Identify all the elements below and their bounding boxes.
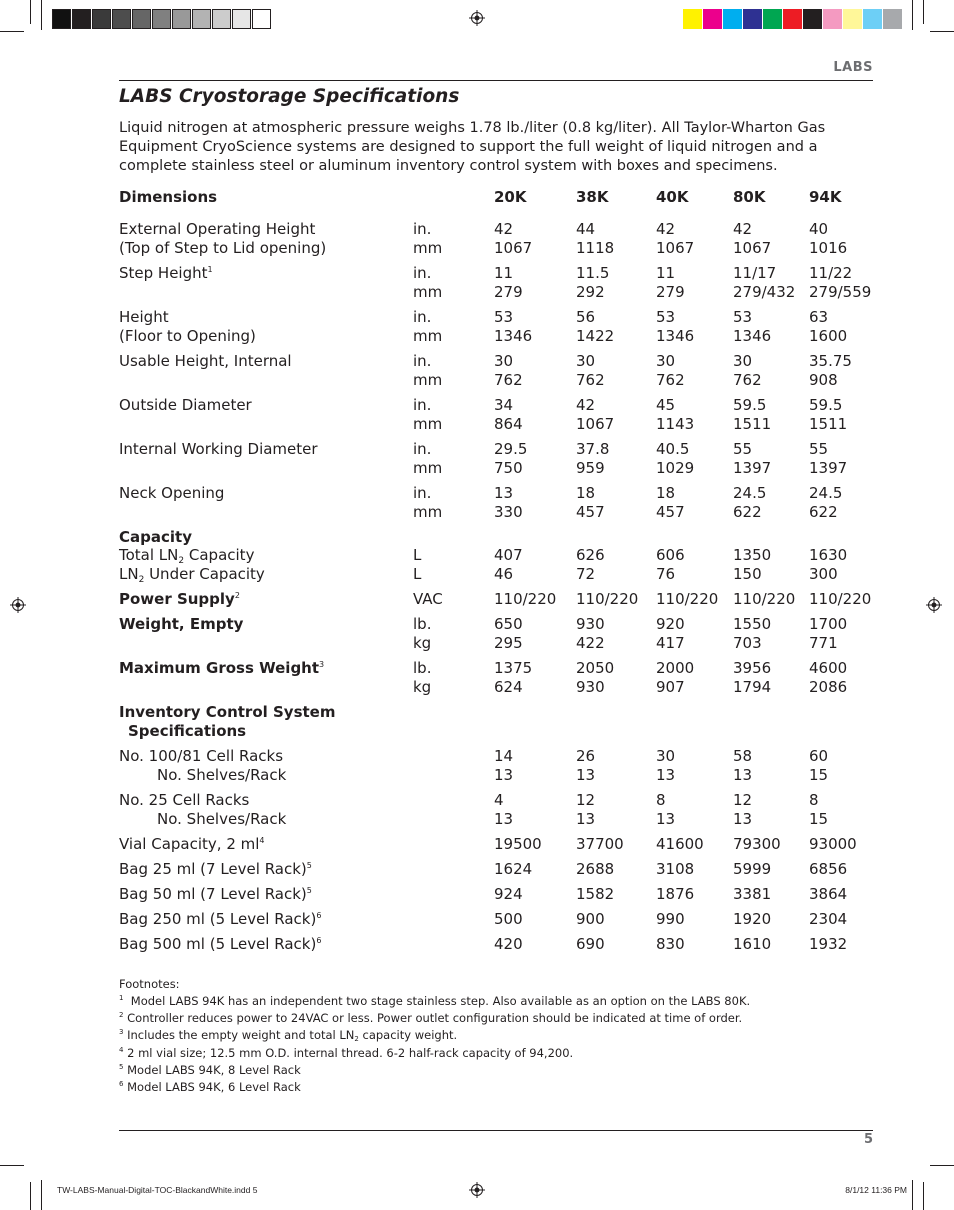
cell: 1550 <box>733 615 772 633</box>
row-label <box>119 860 312 879</box>
cell: 1067 <box>733 239 772 257</box>
unit: in. <box>413 308 432 326</box>
subscript: 2 <box>354 1035 359 1043</box>
footnote-text: 2 ml vial size; 12.5 mm O.D. internal thread. 6-2 half-rack capacity of 94,200. <box>123 1046 574 1060</box>
row-label-text: LN <box>119 565 139 583</box>
cell: 37.8 <box>576 440 610 458</box>
cell: 2000 <box>656 659 695 677</box>
cell: 79300 <box>733 835 781 853</box>
subscript: 2 <box>178 556 185 566</box>
unit: kg <box>413 634 432 652</box>
cell: 76 <box>656 565 676 583</box>
footnote-ref: 5 <box>306 861 312 870</box>
cell: 72 <box>576 565 596 583</box>
crop-mark <box>912 0 913 30</box>
cell: 622 <box>733 503 762 521</box>
cell: 279/432 <box>733 283 796 301</box>
cell: 42 <box>494 220 514 238</box>
cell: 920 <box>656 615 685 633</box>
slug-filename: TW-LABS-Manual-Digital-TOC-BlackandWhite.indd 5 <box>57 1185 258 1195</box>
cell: 1582 <box>576 885 615 903</box>
footnote-text: Controller reduces power to 24VAC or less. Power outlet configuration should be indicated at time of order. <box>123 1011 743 1025</box>
row-label-text: Vial Capacity, 2 ml <box>119 835 260 853</box>
row-sublabel: No. Shelves/Rack <box>157 766 287 784</box>
cell: 1346 <box>494 327 533 345</box>
row-label: External Operating Height <box>119 220 316 238</box>
section-heading: Capacity <box>119 528 192 546</box>
cell: 930 <box>576 678 605 696</box>
cell: 500 <box>494 910 523 928</box>
unit: lb. <box>413 615 432 633</box>
cell: 26 <box>576 747 596 765</box>
cell: 110/220 <box>576 590 639 608</box>
cell: 1630 <box>809 546 848 564</box>
footnote-number: 6 <box>119 1080 124 1088</box>
cell: 5999 <box>733 860 772 878</box>
row-label-text: Maximum Gross Weight <box>119 659 320 677</box>
cell: 63 <box>809 308 829 326</box>
footnote-text: Includes the empty weight and total LN <box>123 1028 355 1042</box>
cell: 110/220 <box>733 590 796 608</box>
row-label-text: Bag 50 ml (7 Level Rack) <box>119 885 307 903</box>
footnote-ref: 3 <box>319 660 325 669</box>
cell: 417 <box>656 634 685 652</box>
color-swatch <box>743 9 762 29</box>
footnote-number: 2 <box>119 1011 124 1019</box>
footnote-number: 5 <box>119 1063 124 1071</box>
row-label <box>119 885 312 904</box>
cell: 11.5 <box>576 264 610 282</box>
section-heading: Inventory Control System <box>119 703 336 721</box>
unit: mm <box>413 415 443 433</box>
slug-timestamp: 8/1/12 11:36 PM <box>845 1185 907 1195</box>
gray-swatch <box>72 9 91 29</box>
cell: 1876 <box>656 885 695 903</box>
cell: 4 <box>494 791 504 809</box>
row-label: No. 100/81 Cell Racks <box>119 747 284 765</box>
cell: 42 <box>656 220 676 238</box>
cell: 55 <box>733 440 753 458</box>
cell: 13 <box>494 766 514 784</box>
row-label-text: Bag 250 ml (5 Level Rack) <box>119 910 317 928</box>
row-sublabel: (Floor to Opening) <box>119 327 256 345</box>
color-swatch <box>863 9 882 29</box>
footnote-ref: 5 <box>306 886 312 895</box>
cell: 30 <box>656 747 676 765</box>
cell: 1422 <box>576 327 615 345</box>
footnote-ref: 6 <box>316 911 322 920</box>
row-label <box>119 835 265 854</box>
cell: 13 <box>576 810 596 828</box>
cell: 900 <box>576 910 605 928</box>
cell: 830 <box>656 935 685 953</box>
cell: 13 <box>733 766 753 784</box>
cell: 1375 <box>494 659 533 677</box>
cell: 29.5 <box>494 440 528 458</box>
cell: 990 <box>656 910 685 928</box>
cell: 2050 <box>576 659 615 677</box>
cell: 1600 <box>809 327 848 345</box>
footnote <box>119 1062 301 1079</box>
cell: 279 <box>494 283 523 301</box>
row-label-text: Under Capacity <box>144 565 265 583</box>
cell: 1346 <box>656 327 695 345</box>
row-label-text: Step Height <box>119 264 208 282</box>
footnote-number: 1 <box>119 994 124 1002</box>
cell: 13 <box>656 766 676 784</box>
section-heading: Specifications <box>128 722 247 740</box>
color-swatch <box>683 9 702 29</box>
cell: 53 <box>733 308 753 326</box>
cell: 279/559 <box>809 283 872 301</box>
row-label: No. 25 Cell Racks <box>119 791 250 809</box>
cell: 1511 <box>733 415 772 433</box>
cell: 1016 <box>809 239 848 257</box>
cell: 292 <box>576 283 605 301</box>
row-sublabel: No. Shelves/Rack <box>157 810 287 828</box>
row-label-text: Bag 25 ml (7 Level Rack) <box>119 860 307 878</box>
cell: 279 <box>656 283 685 301</box>
cell: 3864 <box>809 885 848 903</box>
cell: 924 <box>494 885 523 903</box>
unit: in. <box>413 264 432 282</box>
registration-mark-icon <box>10 597 26 613</box>
crop-mark <box>0 1165 24 1166</box>
cell: 14 <box>494 747 514 765</box>
cell: 13 <box>733 810 753 828</box>
unit: VAC <box>413 590 443 608</box>
color-swatch <box>843 9 862 29</box>
cell: 93000 <box>809 835 857 853</box>
subscript: 2 <box>138 575 145 585</box>
cell: 959 <box>576 459 605 477</box>
crop-mark <box>930 31 954 32</box>
page-title: LABS Cryostorage Specifications <box>119 86 460 107</box>
gray-swatch <box>212 9 231 29</box>
cell: 15 <box>809 810 829 828</box>
row-label <box>119 565 265 584</box>
footnote-ref: 1 <box>207 265 213 274</box>
cell: 4600 <box>809 659 848 677</box>
cell: 762 <box>656 371 685 389</box>
unit: kg <box>413 678 432 696</box>
footnote-ref: 4 <box>259 836 265 845</box>
footnote-ref: 6 <box>316 936 322 945</box>
gray-swatch <box>152 9 171 29</box>
cell: 55 <box>809 440 829 458</box>
cell: 42 <box>576 396 596 414</box>
cell: 12 <box>733 791 753 809</box>
cell: 762 <box>494 371 523 389</box>
cell: 2086 <box>809 678 848 696</box>
row-label-text: Bag 500 ml (5 Level Rack) <box>119 935 317 953</box>
cell: 110/220 <box>656 590 719 608</box>
cell: 13 <box>576 766 596 784</box>
footnote-text: Model LABS 94K, 6 Level Rack <box>123 1080 301 1094</box>
row-label-text: Capacity <box>184 546 255 564</box>
cell: 1143 <box>656 415 695 433</box>
cell: 606 <box>656 546 685 564</box>
cell: 908 <box>809 371 838 389</box>
cell: 2688 <box>576 860 615 878</box>
unit: mm <box>413 371 443 389</box>
color-swatch <box>703 9 722 29</box>
gray-swatch <box>92 9 111 29</box>
unit: in. <box>413 396 432 414</box>
model-heading: 80K <box>733 188 766 206</box>
cell: 6856 <box>809 860 848 878</box>
footnote-number: 4 <box>119 1046 124 1054</box>
cell: 13 <box>656 810 676 828</box>
color-swatch <box>823 9 842 29</box>
cell: 11/22 <box>809 264 853 282</box>
cell: 45 <box>656 396 676 414</box>
cell: 3381 <box>733 885 772 903</box>
cell: 13 <box>494 484 514 502</box>
cell: 110/220 <box>809 590 872 608</box>
cell: 703 <box>733 634 762 652</box>
cell: 1346 <box>733 327 772 345</box>
row-label: Usable Height, Internal <box>119 352 292 370</box>
page-number: 5 <box>863 1132 873 1147</box>
cell: 11 <box>494 264 514 282</box>
cell: 58 <box>733 747 753 765</box>
row-label <box>119 546 254 565</box>
color-swatch <box>803 9 822 29</box>
cell: 690 <box>576 935 605 953</box>
cell: 1610 <box>733 935 772 953</box>
footnote-ref: 2 <box>234 591 240 600</box>
cell: 46 <box>494 565 514 583</box>
footnote <box>119 1010 742 1027</box>
unit: mm <box>413 283 443 301</box>
model-heading: 38K <box>576 188 609 206</box>
cell: 1067 <box>656 239 695 257</box>
row-label-text: Power Supply <box>119 590 235 608</box>
cell: 110/220 <box>494 590 557 608</box>
model-heading: 40K <box>656 188 689 206</box>
row-label <box>119 910 321 929</box>
cell: 30 <box>656 352 676 370</box>
cell: 626 <box>576 546 605 564</box>
cell: 3108 <box>656 860 695 878</box>
cell: 422 <box>576 634 605 652</box>
unit: in. <box>413 440 432 458</box>
cell: 8 <box>656 791 666 809</box>
cell: 40 <box>809 220 829 238</box>
crop-mark <box>30 1182 31 1210</box>
cell: 1920 <box>733 910 772 928</box>
footnotes-heading: Footnotes: <box>119 977 180 991</box>
crop-mark <box>30 0 31 24</box>
row-label: Weight, Empty <box>119 615 244 633</box>
row-label-text: Total LN <box>119 546 179 564</box>
row-label: Outside Diameter <box>119 396 252 414</box>
cell: 1511 <box>809 415 848 433</box>
cell: 12 <box>576 791 596 809</box>
row-label: Height <box>119 308 169 326</box>
cell: 330 <box>494 503 523 521</box>
gray-swatch <box>232 9 251 29</box>
cell: 762 <box>576 371 605 389</box>
row-label: Internal Working Diameter <box>119 440 318 458</box>
row-sublabel: (Top of Step to Lid opening) <box>119 239 327 257</box>
row-label <box>119 659 324 678</box>
unit: mm <box>413 459 443 477</box>
cell: 42 <box>733 220 753 238</box>
footnote <box>119 1027 457 1044</box>
registration-mark-icon <box>469 1182 485 1198</box>
table-header-label: Dimensions <box>119 188 218 206</box>
model-heading: 94K <box>809 188 842 206</box>
cell: 650 <box>494 615 523 633</box>
cell: 56 <box>576 308 596 326</box>
cell: 1350 <box>733 546 772 564</box>
cell: 30 <box>494 352 514 370</box>
gray-swatch <box>192 9 211 29</box>
cell: 1932 <box>809 935 848 953</box>
cell: 762 <box>733 371 762 389</box>
unit: L <box>413 565 422 583</box>
color-swatch <box>783 9 802 29</box>
gray-swatch <box>252 9 271 29</box>
cell: 420 <box>494 935 523 953</box>
cell: 13 <box>494 810 514 828</box>
crop-mark <box>0 31 24 32</box>
cell: 15 <box>809 766 829 784</box>
cell: 40.5 <box>656 440 690 458</box>
cell: 150 <box>733 565 762 583</box>
cell: 457 <box>576 503 605 521</box>
unit: mm <box>413 327 443 345</box>
color-swatch <box>883 9 902 29</box>
cell: 1397 <box>733 459 772 477</box>
cell: 30 <box>733 352 753 370</box>
cell: 44 <box>576 220 596 238</box>
cell: 1067 <box>576 415 615 433</box>
gray-swatch <box>132 9 151 29</box>
cell: 30 <box>576 352 596 370</box>
gray-swatch <box>172 9 191 29</box>
cell: 864 <box>494 415 523 433</box>
cell: 11/17 <box>733 264 777 282</box>
row-label <box>119 264 213 283</box>
footnote <box>119 1045 573 1062</box>
cell: 300 <box>809 565 838 583</box>
cell: 24.5 <box>733 484 767 502</box>
cell: 24.5 <box>809 484 843 502</box>
cell: 407 <box>494 546 523 564</box>
header-rule <box>119 80 873 81</box>
color-swatch <box>763 9 782 29</box>
cell: 1397 <box>809 459 848 477</box>
footnote-text: Model LABS 94K, 8 Level Rack <box>123 1063 301 1077</box>
footnote-text: capacity weight. <box>358 1028 458 1042</box>
crop-mark <box>923 0 924 24</box>
unit: lb. <box>413 659 432 677</box>
unit: in. <box>413 484 432 502</box>
cell: 1794 <box>733 678 772 696</box>
gray-swatch <box>52 9 71 29</box>
cell: 53 <box>656 308 676 326</box>
unit: in. <box>413 352 432 370</box>
cell: 41600 <box>656 835 704 853</box>
section-tag: LABS <box>833 60 873 75</box>
registration-mark-icon <box>469 10 485 26</box>
cell: 624 <box>494 678 523 696</box>
cell: 19500 <box>494 835 542 853</box>
cell: 8 <box>809 791 819 809</box>
cell: 60 <box>809 747 829 765</box>
cell: 18 <box>656 484 676 502</box>
cell: 907 <box>656 678 685 696</box>
crop-mark <box>41 0 42 30</box>
row-label <box>119 935 321 954</box>
cell: 34 <box>494 396 514 414</box>
crop-mark <box>912 1180 913 1210</box>
cell: 750 <box>494 459 523 477</box>
footnote <box>119 993 750 1010</box>
cell: 930 <box>576 615 605 633</box>
crop-mark <box>930 1165 954 1166</box>
cell: 622 <box>809 503 838 521</box>
cell: 11 <box>656 264 676 282</box>
cell: 18 <box>576 484 596 502</box>
unit: in. <box>413 220 432 238</box>
footnote-text: Model LABS 94K has an independent two stage stainless step. Also available as an option on the LABS 80K. <box>123 994 751 1008</box>
cell: 1624 <box>494 860 533 878</box>
cell: 1700 <box>809 615 848 633</box>
crop-mark <box>923 1182 924 1210</box>
color-swatch <box>723 9 742 29</box>
footer-rule <box>119 1130 873 1131</box>
cell: 1118 <box>576 239 615 257</box>
intro-paragraph: Liquid nitrogen at atmospheric pressure weighs 1.78 lb./liter (0.8 kg/liter). All Taylor-Wharton Gas Equipment CryoScience systems are designed to support the full weight of liquid nitrogen and a complete stainless steel or aluminum inventory control system with boxes and specimens. <box>119 120 826 175</box>
unit: mm <box>413 503 443 521</box>
cell: 3956 <box>733 659 772 677</box>
cell: 295 <box>494 634 523 652</box>
row-label: Neck Opening <box>119 484 225 502</box>
row-label <box>119 590 240 609</box>
gray-swatch <box>112 9 131 29</box>
crop-mark <box>41 1180 42 1210</box>
cell: 2304 <box>809 910 848 928</box>
model-heading: 20K <box>494 188 527 206</box>
unit: mm <box>413 239 443 257</box>
cell: 35.75 <box>809 352 852 370</box>
cell: 457 <box>656 503 685 521</box>
cell: 37700 <box>576 835 624 853</box>
footnote-number: 3 <box>119 1028 124 1036</box>
cell: 771 <box>809 634 838 652</box>
cell: 1067 <box>494 239 533 257</box>
cell: 53 <box>494 308 514 326</box>
cell: 59.5 <box>733 396 767 414</box>
cell: 59.5 <box>809 396 843 414</box>
footnote <box>119 1079 301 1096</box>
cell: 1029 <box>656 459 695 477</box>
registration-mark-icon <box>926 597 942 613</box>
unit: L <box>413 546 422 564</box>
